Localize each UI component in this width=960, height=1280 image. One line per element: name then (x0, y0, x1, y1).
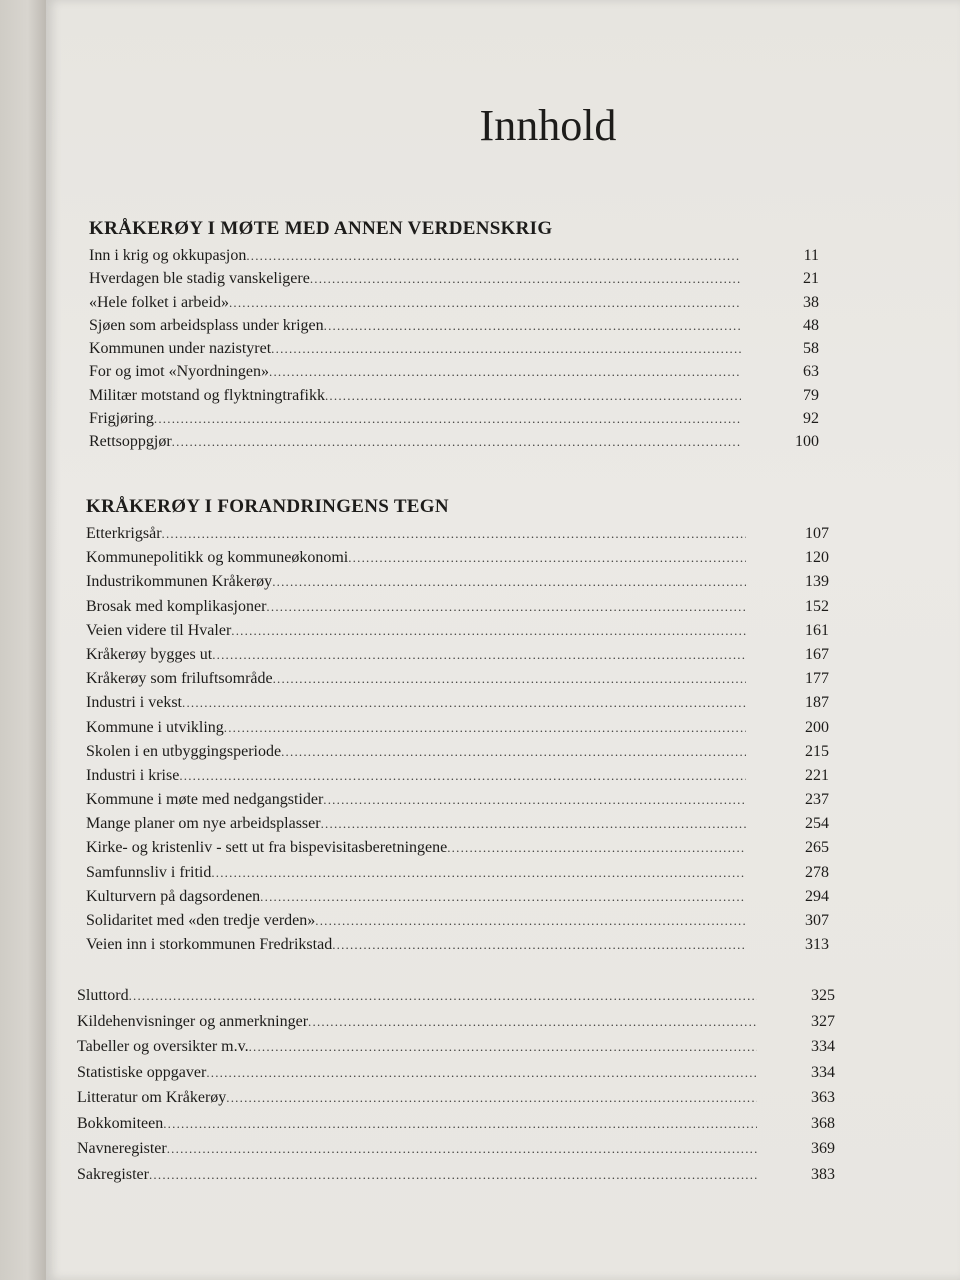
section-heading: KRÅKERØY I FORANDRINGENS TEGN (86, 496, 449, 517)
toc-entry-title: Rettsoppgjør (89, 433, 172, 451)
toc-entry-page-number: 167 (805, 645, 829, 663)
toc-entry-page-number: 139 (805, 573, 829, 591)
toc-entry-title-with-leader (89, 314, 741, 337)
toc-entry-page-number: 327 (811, 1012, 835, 1030)
toc-entry-title-with-leader (89, 267, 741, 290)
dot-leader (325, 384, 741, 407)
toc-entry (86, 643, 829, 667)
dot-leader (324, 314, 741, 337)
toc-entry-title: Kommunen under nazistyret (89, 340, 272, 358)
toc-entry-title: For og imot «Nyordningen» (89, 363, 269, 381)
toc-entry-title: Navneregister (77, 1140, 167, 1157)
toc-entry-title: Litteratur om Kråkerøy (77, 1089, 227, 1106)
toc-entry-title-with-leader (89, 360, 741, 383)
dot-leader (308, 1009, 757, 1035)
toc-entry-page-number: 368 (811, 1114, 835, 1132)
toc-entry-title-with-leader (89, 244, 741, 267)
toc-entry-title-with-leader (77, 1111, 757, 1137)
toc-entry-title-with-leader (86, 570, 746, 594)
dot-leader (226, 1085, 757, 1111)
toc-entry-page-number: 254 (805, 815, 829, 833)
toc-entry-page-number: 38 (803, 293, 819, 311)
toc-entry-page-number: 237 (805, 791, 829, 809)
toc-entry-page-number: 107 (805, 525, 829, 542)
toc-entry (86, 522, 829, 546)
toc-entry-title-with-leader (89, 291, 741, 314)
toc-entries (89, 244, 819, 454)
toc-entry-title-with-leader (86, 716, 746, 740)
dot-leader (271, 337, 741, 360)
toc-entry-title-with-leader (77, 1060, 757, 1086)
dot-leader (260, 885, 746, 909)
toc-entry-title-with-leader (77, 1009, 757, 1035)
toc-entry (86, 619, 829, 643)
toc-entry-page-number: 21 (803, 270, 819, 288)
book-gutter (0, 0, 46, 1280)
toc-entry-page-number: 187 (805, 694, 829, 712)
dot-leader (129, 983, 757, 1009)
toc-entry-title: Industri i krise (86, 766, 180, 784)
toc-entry-page-number: 48 (803, 316, 819, 334)
toc-entry (77, 1085, 835, 1111)
dot-leader (212, 643, 746, 667)
toc-entry-page-number: 120 (805, 549, 829, 567)
toc-entry (77, 1034, 835, 1060)
toc-entry-title: Militær motstand og flyktningtrafikk (89, 386, 325, 404)
toc-entry-title-with-leader (86, 619, 746, 643)
toc-entry (89, 360, 819, 383)
toc-entry-page-number: 334 (811, 1063, 835, 1081)
dot-leader (266, 595, 746, 619)
toc-entry-title: Veien inn i storkommunen Fredrikstad (86, 936, 333, 954)
toc-entry-title: Sjøen som arbeidsplass under krigen (89, 316, 324, 334)
toc-entry-title: Veien videre til Hvaler (86, 621, 232, 639)
toc-entry-page-number: 161 (805, 621, 829, 639)
dot-leader (315, 909, 746, 933)
dot-leader (310, 267, 741, 290)
toc-entry-title: Industrikommunen Kråkerøy (86, 573, 273, 591)
toc-entry (89, 314, 819, 337)
toc-entry-title-with-leader (86, 667, 746, 691)
dot-leader (206, 1060, 757, 1086)
toc-entry-page-number: 307 (805, 912, 829, 929)
toc-entry-title: «Hele folket i arbeid» (89, 293, 229, 311)
toc-entry-page-number: 278 (805, 863, 829, 881)
page-title: Innhold (479, 101, 617, 150)
dot-leader (154, 407, 741, 430)
toc-entry-title: Bokkomiteen (77, 1114, 164, 1132)
toc-entry-title-with-leader (86, 546, 746, 570)
toc-entry (86, 740, 829, 764)
toc-entry-page-number: 11 (803, 247, 819, 264)
toc-entry-title-with-leader (77, 1136, 757, 1162)
toc-entries (77, 983, 835, 1187)
toc-entry-title: Hverdagen ble stadig vanskeligere (89, 270, 310, 288)
toc-entry (89, 291, 819, 314)
toc-section-change (86, 496, 829, 957)
toc-entry (86, 546, 829, 570)
toc-entry-title-with-leader (86, 788, 746, 812)
dot-leader (229, 291, 741, 314)
toc-entry-title: Kommunepolitikk og kommuneøkonomi (86, 549, 349, 567)
dot-leader (323, 788, 746, 812)
toc-entry-page-number: 265 (805, 839, 829, 857)
toc-entry-title: Kommune i utvikling (86, 718, 224, 736)
toc-entry-page-number: 58 (803, 340, 819, 358)
dot-leader (332, 933, 746, 957)
toc-entry-title-with-leader (86, 909, 746, 933)
toc-entry-title: Sakregister (77, 1165, 149, 1183)
toc-entry-title-with-leader (89, 430, 741, 453)
toc-entry (89, 384, 819, 407)
toc-entry-title: Sluttord (77, 987, 129, 1004)
toc-entry-title: Statistiske oppgaver (77, 1063, 207, 1081)
toc-entry-page-number: 200 (805, 718, 829, 736)
toc-entry (77, 1111, 835, 1137)
toc-entry (86, 595, 829, 619)
dot-leader (182, 691, 746, 715)
toc-entry-title: Inn i krig og okkupasjon (89, 247, 247, 264)
dot-leader (447, 836, 746, 860)
dot-leader (246, 244, 741, 267)
toc-entry-page-number: 79 (803, 386, 819, 404)
toc-entry-page-number: 363 (811, 1089, 835, 1106)
toc-section-appendix (77, 983, 835, 1187)
toc-entry-title-with-leader (89, 407, 741, 430)
toc-entry-title: Kråkerøy bygges ut (86, 645, 213, 663)
toc-entry-title-with-leader (86, 595, 746, 619)
toc-entry-title: Kulturvern på dagsordenen (86, 887, 261, 905)
dot-leader (273, 667, 746, 691)
toc-entry-page-number: 215 (805, 742, 829, 760)
toc-entry (77, 983, 835, 1009)
dot-leader (249, 1034, 757, 1060)
toc-entry-page-number: 100 (795, 433, 819, 451)
toc-entry (77, 1009, 835, 1035)
toc-entry-page-number: 369 (811, 1140, 835, 1157)
toc-entry (86, 885, 829, 909)
toc-entry-title: Tabeller og oversikter m.v. (77, 1038, 249, 1055)
dot-leader (179, 764, 746, 788)
toc-entry (77, 1162, 835, 1188)
toc-entry-title: Samfunnsliv i fritid (86, 863, 212, 881)
dot-leader (162, 522, 746, 546)
toc-entry-title-with-leader (77, 983, 757, 1009)
toc-entry (86, 691, 829, 715)
toc-entry-title: Kirke- og kristenliv - sett ut fra bispevisitasberetningene (86, 839, 448, 857)
toc-entry (86, 667, 829, 691)
toc-entry-title-with-leader (86, 861, 746, 885)
toc-entry-page-number: 63 (803, 363, 819, 381)
section-heading: KRÅKERØY I MØTE MED ANNEN VERDENSKRIG (89, 218, 553, 239)
toc-entry (89, 430, 819, 453)
toc-entry-page-number: 177 (805, 670, 829, 688)
toc-entry-title: Kommune i møte med nedgangstider (86, 791, 324, 809)
toc-entry-page-number: 152 (805, 597, 829, 615)
toc-entry (86, 861, 829, 885)
toc-entry-title: Skolen i en utbyggingsperiode (86, 742, 282, 760)
dot-leader (321, 812, 746, 836)
dot-leader (269, 360, 741, 383)
toc-section-war (89, 218, 819, 454)
toc-entry-page-number: 383 (811, 1165, 835, 1183)
toc-entry (86, 788, 829, 812)
toc-entry-page-number: 313 (805, 936, 829, 954)
toc-entry-title: Kråkerøy som friluftsområde (86, 670, 273, 688)
toc-entry-page-number: 294 (805, 887, 829, 905)
dot-leader (224, 716, 746, 740)
toc-entry-title-with-leader (86, 812, 746, 836)
toc-entry (86, 836, 829, 860)
toc-entry (77, 1136, 835, 1162)
toc-entry (86, 570, 829, 594)
toc-entry (86, 812, 829, 836)
toc-entry (86, 764, 829, 788)
toc-entry (89, 337, 819, 360)
toc-entry-title-with-leader (86, 764, 746, 788)
toc-entry-title-with-leader (86, 522, 746, 546)
toc-entry (89, 407, 819, 430)
toc-entry-page-number: 334 (811, 1038, 835, 1055)
dot-leader (163, 1111, 757, 1137)
toc-entry-page-number: 221 (805, 766, 829, 784)
toc-entry (89, 244, 819, 267)
toc-entry-title: Etterkrigsår (86, 525, 162, 542)
toc-entry-title: Kildehenvisninger og anmerkninger (77, 1012, 309, 1030)
dot-leader (172, 430, 741, 453)
dot-leader (167, 1136, 757, 1162)
toc-entry-title-with-leader (89, 337, 741, 360)
dot-leader (272, 570, 746, 594)
toc-entry (77, 1060, 835, 1086)
toc-entry-title: Brosak med komplikasjoner (86, 597, 267, 615)
toc-entry-title-with-leader (86, 740, 746, 764)
toc-entry-page-number: 325 (811, 987, 835, 1004)
dot-leader (149, 1162, 757, 1188)
toc-entry-title-with-leader (86, 836, 746, 860)
toc-entry-title-with-leader (77, 1034, 757, 1060)
dot-leader (348, 546, 746, 570)
toc-entry-title-with-leader (86, 691, 746, 715)
toc-entry (89, 267, 819, 290)
toc-entry-title-with-leader (86, 885, 746, 909)
dot-leader (231, 619, 746, 643)
dot-leader (281, 740, 746, 764)
toc-entry-title-with-leader (77, 1085, 757, 1111)
toc-entry-title: Mange planer om nye arbeidsplasser (86, 815, 321, 833)
toc-entry (86, 716, 829, 740)
toc-entry-title-with-leader (86, 933, 746, 957)
toc-entry (86, 933, 829, 957)
toc-entry-title: Industri i vekst (86, 694, 182, 712)
dot-leader (211, 861, 746, 885)
toc-entry-page-number: 92 (803, 410, 819, 428)
toc-entry (86, 909, 829, 933)
toc-entry-title: Solidaritet med «den tredje verden» (86, 912, 316, 929)
toc-entries (86, 522, 829, 957)
toc-entry-title: Frigjøring (89, 410, 154, 428)
toc-entry-title-with-leader (77, 1162, 757, 1188)
toc-entry-title-with-leader (86, 643, 746, 667)
toc-entry-title-with-leader (89, 384, 741, 407)
